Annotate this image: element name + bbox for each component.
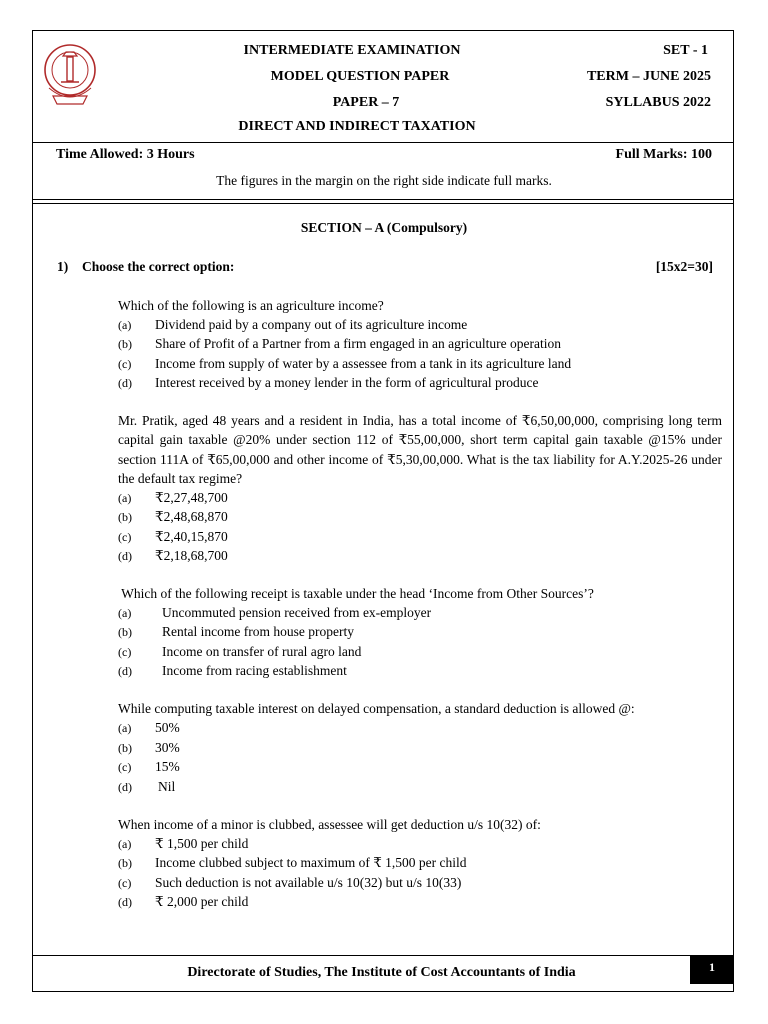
mcq-2-stem: Mr. Pratik, aged 48 years and a resident in India, has a total income of ₹6,50,00,000, comprising long term capital gain taxable @20% under section 112 of ₹55,00,000, short term capital gain taxable @15% under section 111A of ₹65,00,000 and other income of ₹5,30,00,000. What is the tax liability for A.Y.2025-26 under the default tax regime? bbox=[118, 413, 722, 486]
option-text: Income clubbed subject to maximum of ₹ 1,500 per child bbox=[155, 855, 467, 870]
time-allowed: Time Allowed: 3 Hours bbox=[56, 147, 195, 162]
option-label: (d) bbox=[118, 895, 132, 909]
divider bbox=[33, 199, 733, 200]
option-label: (c) bbox=[118, 530, 132, 544]
option-text: 50% bbox=[155, 720, 180, 735]
option-text: Income from racing establishment bbox=[162, 663, 347, 678]
option-text: Income from supply of water by a assessee from a tank in its agriculture land bbox=[155, 356, 572, 371]
footer-institute: Directorate of Studies, The Institute of Cost Accountants of India bbox=[187, 965, 576, 980]
option-text: ₹2,18,68,700 bbox=[155, 548, 228, 563]
divider bbox=[33, 203, 733, 204]
option-label: (b) bbox=[118, 625, 132, 639]
header-paper-no: PAPER – 7 bbox=[332, 95, 400, 110]
option-text: ₹ 2,000 per child bbox=[155, 894, 249, 909]
option-text: Interest received by a money lender in the form of agricultural produce bbox=[155, 375, 539, 390]
header-paper-type: MODEL QUESTION PAPER bbox=[270, 69, 450, 84]
question-number: 1) bbox=[57, 259, 69, 274]
option-label: (d) bbox=[118, 549, 132, 563]
header-syllabus: SYLLABUS 2022 bbox=[605, 95, 711, 110]
option-text: Such deduction is not available u/s 10(32) but u/s 10(33) bbox=[155, 875, 462, 890]
option-label: (c) bbox=[118, 760, 132, 774]
question-title: Choose the correct option: bbox=[82, 259, 235, 274]
option-text: Income on transfer of rural agro land bbox=[162, 644, 362, 659]
header-term: TERM – JUNE 2025 bbox=[586, 69, 711, 84]
full-marks: Full Marks: 100 bbox=[615, 147, 712, 162]
option-label: (a) bbox=[118, 491, 132, 505]
mcq-4-stem: While computing taxable interest on delayed compensation, a standard deduction is allowed @: bbox=[118, 701, 635, 716]
option-label: (c) bbox=[118, 645, 132, 659]
option-label: (d) bbox=[118, 376, 132, 390]
section-title: SECTION – A (Compulsory) bbox=[300, 220, 468, 235]
option-text: Rental income from house property bbox=[162, 624, 354, 639]
divider bbox=[33, 955, 733, 956]
option-text: ₹2,40,15,870 bbox=[155, 529, 228, 544]
option-text: 30% bbox=[155, 740, 180, 755]
divider bbox=[33, 142, 733, 143]
mcq-1-stem: Which of the following is an agriculture income? bbox=[118, 298, 384, 313]
institute-logo bbox=[41, 40, 99, 112]
option-label: (b) bbox=[118, 741, 132, 755]
option-label: (b) bbox=[118, 856, 132, 870]
option-label: (a) bbox=[118, 318, 132, 332]
mcq-5-stem: When income of a minor is clubbed, assessee will get deduction u/s 10(32) of: bbox=[118, 817, 541, 832]
option-text: Uncommuted pension received from ex-employer bbox=[162, 605, 432, 620]
option-text: ₹2,48,68,870 bbox=[155, 509, 228, 524]
mcq-3-stem: Which of the following receipt is taxable under the head ‘Income from Other Sources’? bbox=[118, 586, 594, 601]
header-set: SET - 1 bbox=[663, 43, 708, 58]
option-text: ₹ 1,500 per child bbox=[155, 836, 249, 851]
option-label: (c) bbox=[118, 876, 132, 890]
option-text: Nil bbox=[158, 779, 176, 794]
option-label: (a) bbox=[118, 837, 132, 851]
header-exam: INTERMEDIATE EXAMINATION bbox=[243, 43, 461, 58]
question-marks: [15x2=30] bbox=[655, 259, 713, 274]
option-label: (a) bbox=[118, 606, 132, 620]
header-subject: DIRECT AND INDIRECT TAXATION bbox=[238, 119, 476, 134]
option-label: (a) bbox=[118, 721, 132, 735]
marks-note: The figures in the margin on the right side indicate full marks. bbox=[216, 173, 552, 188]
option-label: (b) bbox=[118, 510, 132, 524]
option-text: 15% bbox=[155, 759, 180, 774]
option-label: (d) bbox=[118, 664, 132, 678]
option-label: (d) bbox=[118, 780, 132, 794]
page-number: 1 bbox=[690, 955, 734, 984]
option-text: Share of Profit of a Partner from a firm engaged in an agriculture operation bbox=[155, 336, 561, 351]
option-label: (c) bbox=[118, 357, 132, 371]
option-text: Dividend paid by a company out of its agriculture income bbox=[155, 317, 468, 332]
option-text: ₹2,27,48,700 bbox=[155, 490, 228, 505]
option-label: (b) bbox=[118, 337, 132, 351]
